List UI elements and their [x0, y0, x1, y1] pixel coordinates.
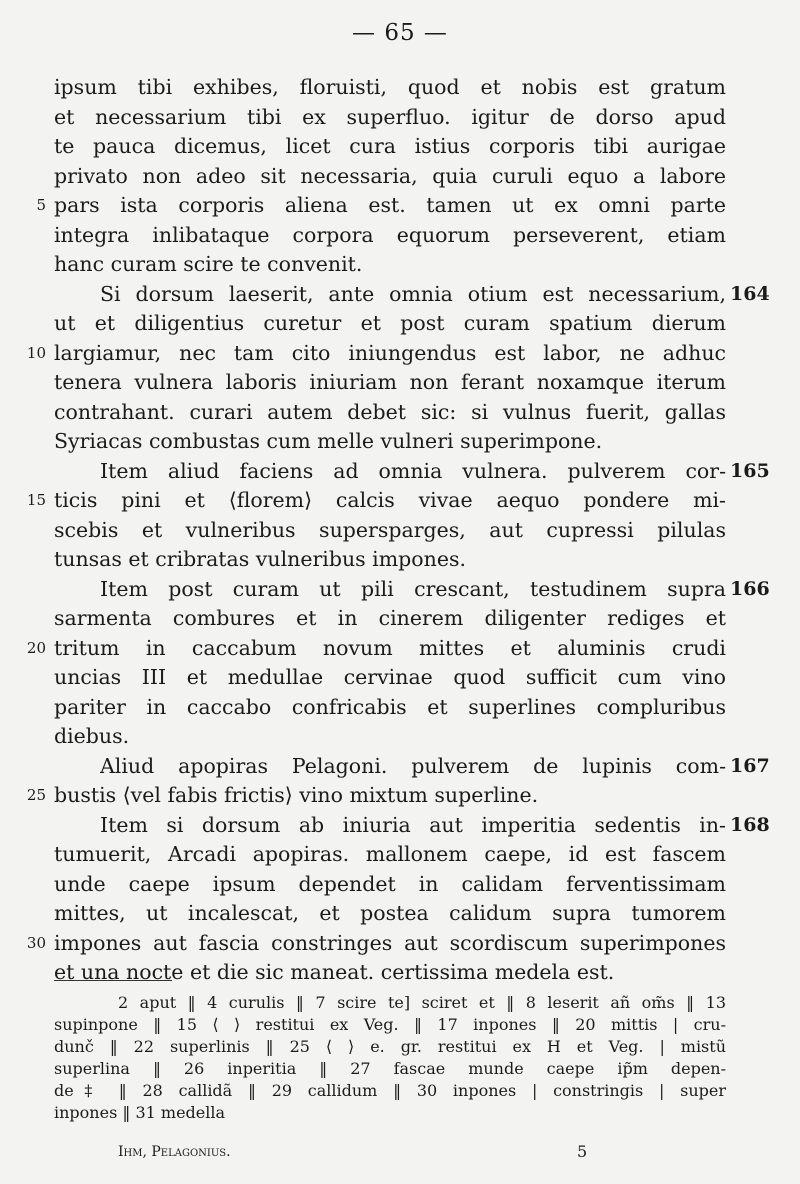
- text-line: et necessarium tibi ex superfluo. igitur de dorso apud: [54, 105, 726, 129]
- text-line: te pauca dicemus, licet cura istius corporis tibi aurigae: [54, 134, 726, 158]
- page-number: — 65 —: [352, 20, 448, 46]
- text-line: tenera vulnera laboris iniuriam non ferant noxamque iterum: [54, 370, 726, 394]
- section-number: 164: [730, 283, 770, 305]
- text-line: tunsas et cribratas vulneribus impones.: [54, 547, 467, 571]
- section-number: 168: [730, 814, 770, 836]
- text-line: et una nocte et die sic maneat. certissima medela est.: [54, 960, 615, 984]
- line-number: 10: [26, 344, 46, 362]
- text-line: Si dorsum laeserit, ante omnia otium est necessarium,: [100, 282, 726, 306]
- line-number: 15: [26, 491, 46, 509]
- text-line: bustis ⟨vel fabis frictis⟩ vino mixtum superline.: [54, 783, 539, 807]
- footnote-line: dunč ‖ 22 superlinis ‖ 25 ⟨ ⟩ e. gr. restitui ex H et Veg. | mistũ: [54, 1037, 726, 1056]
- text-line: ticis pini et ⟨florem⟩ calcis vivae aequo pondere mi-: [54, 488, 726, 512]
- footnote-line: supinpone ‖ 15 ⟨ ⟩ restitui ex Veg. ‖ 17 inpones ‖ 20 mittis | cru-: [54, 1015, 726, 1034]
- text-line: ut et diligentius curetur et post curam spatium dierum: [54, 311, 726, 335]
- text-line: hanc curam scire te convenit.: [54, 252, 363, 276]
- text-line: tritum in caccabum novum mittes et aluminis crudi: [54, 636, 726, 660]
- text-line: Syriacas combustas cum melle vulneri superimpone.: [54, 429, 603, 453]
- line-number: 25: [26, 786, 46, 804]
- section-number: 165: [730, 460, 770, 482]
- footer-author: Ihm, Pelagonius.: [118, 1144, 231, 1160]
- text-line: integra inlibataque corpora equorum perseverent, etiam: [54, 223, 726, 247]
- text-line: pariter in caccabo confricabis et superlines compluribus: [54, 695, 726, 719]
- footnote-line: inpones ‖ 31 medella: [54, 1103, 226, 1122]
- line-number: 20: [26, 639, 46, 657]
- text-line: Item aliud faciens ad omnia vulnera. pulverem cor-: [100, 459, 726, 483]
- text-line: Item si dorsum ab iniuria aut imperitia sedentis in-: [100, 813, 726, 837]
- footnote-line: superlina ‖ 26 inperitia ‖ 27 fascae munde caepe ip̃m depen-: [54, 1059, 726, 1078]
- text-line: impones aut fascia constringes aut scordiscum superimpones: [54, 931, 726, 955]
- text-line: Item post curam ut pili crescant, testudinem supra: [100, 577, 726, 601]
- text-line: mittes, ut incalescat, et postea calidum supra tumorem: [54, 901, 726, 925]
- text-line: uncias III et medullae cervinae quod sufficit cum vino: [54, 665, 726, 689]
- footnote-separator: [54, 980, 172, 981]
- signature-mark: 5: [577, 1142, 588, 1161]
- text-line: pars ista corporis aliena est. tamen ut ex omni parte: [54, 193, 726, 217]
- text-line: diebus.: [54, 724, 130, 748]
- text-line: largiamur, nec tam cito iniungendus est labor, ne adhuc: [54, 341, 726, 365]
- text-line: scebis et vulneribus supersparges, aut cupressi pilulas: [54, 518, 726, 542]
- text-line: unde caepe ipsum dependet in calidam ferventissimam: [54, 872, 726, 896]
- line-number: 30: [26, 934, 46, 952]
- section-number: 166: [730, 578, 770, 600]
- footnote-line: de‡ ‖ 28 callidã ‖ 29 callidum ‖ 30 inpones | constringis | super: [54, 1081, 726, 1100]
- text-line: sarmenta combures et in cinerem diligenter rediges et: [54, 606, 726, 630]
- section-number: 167: [730, 755, 770, 777]
- text-line: contrahant. curari autem debet sic: si vulnus fuerit, gallas: [54, 400, 726, 424]
- text-line: tumuerit, Arcadi apopiras. mallonem caepe, id est fascem: [54, 842, 726, 866]
- text-line: ipsum tibi exhibes, floruisti, quod et nobis est gratum: [54, 75, 726, 99]
- line-number: 5: [36, 196, 46, 214]
- footnote-line: 2 aput ‖ 4 curulis ‖ 7 scire te] sciret et ‖ 8 leserit añ om̃s ‖ 13: [118, 993, 726, 1012]
- text-line: Aliud apopiras Pelagoni. pulverem de lupinis com-: [100, 754, 726, 778]
- text-line: privato non adeo sit necessaria, quia curuli equo a labore: [54, 164, 726, 188]
